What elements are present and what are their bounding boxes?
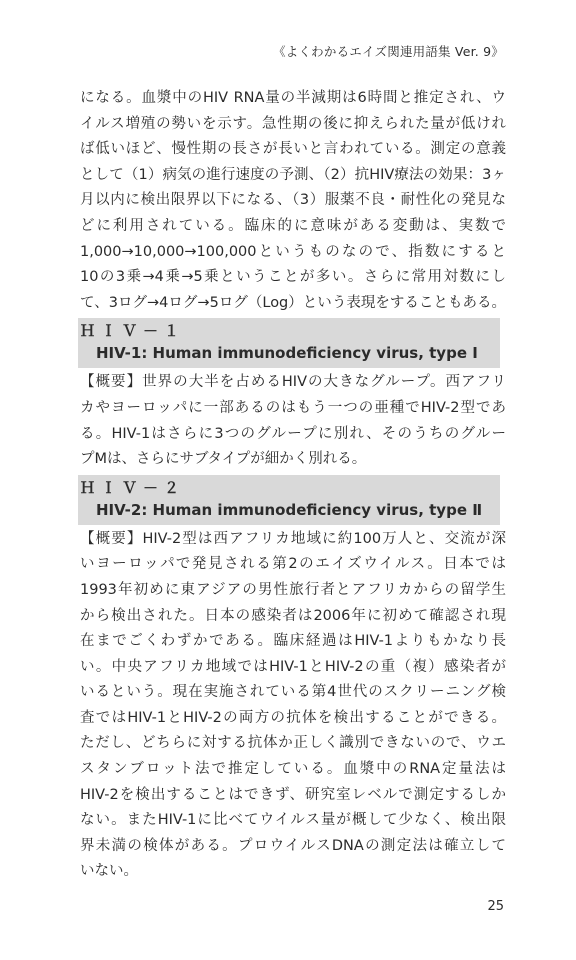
text-line: る。HIV-1はさらに3つのグループに別れ、そのうちのグルー xyxy=(80,425,506,442)
text-line: 査ではHIV-1とHIV-2の両方の抗体を検出することができる。 xyxy=(80,709,506,726)
text-line: いるという。現在実施されている第4世代のスクリーニング検 xyxy=(80,684,506,701)
text-line: HIV-2を検出することはできず、研究室レベルで測定するしか xyxy=(80,786,506,803)
term-title: ＨＩＶ－１ xyxy=(80,322,186,341)
text-line: 在までごくわずかである。臨床経過はHIV-1よりもかなり長 xyxy=(80,633,506,650)
entry-body-hiv-2 xyxy=(80,527,506,885)
text-line: プMは、さらにサブタイプが細かく別れる。 xyxy=(80,451,367,468)
text-line: いヨーロッパで発見される第2のエイズウイルス。日本では xyxy=(80,556,506,573)
entry-body-hiv-1 xyxy=(80,370,506,472)
running-header: 《よくわかるエイズ関連用語集 Ver. 9》 xyxy=(273,44,504,59)
term-heading-hiv-1 xyxy=(78,318,500,368)
term-full-name: HIV-2: Human immunodeficiency virus, type Ⅱ xyxy=(96,500,483,519)
text-line: 10の3乗→4乗→5乗ということが多い。さらに常用対数にし xyxy=(80,269,506,286)
text-line: スタンブロット法で推定している。血漿中のRNA定量法は xyxy=(80,761,506,778)
text-line: 月以内に検出限界以下になる、（3）服薬不良・耐性化の発見な xyxy=(80,192,506,209)
text-line: どに利用されている。臨床的に意味がある変動は、実数で xyxy=(80,217,506,234)
text-line: 1993年初めに東アジアの男性旅行者とアフリカからの留学生 xyxy=(80,581,506,598)
text-line: ない。またHIV-1に比べてウイルス量が概して少なく、検出限 xyxy=(80,812,506,829)
text-line: ただし、どちらに対する抗体か正しく識別できないので、ウエ xyxy=(80,735,506,752)
term-full-name: HIV-1: Human immunodeficiency virus, type I xyxy=(96,344,478,363)
text-line: から検出された。日本の感染者は2006年に初めて確認され現 xyxy=(80,607,506,624)
text-line: 【概要】世界の大半を占めるHIVの大きなグループ。西アフリ xyxy=(80,374,506,391)
glossary-content xyxy=(80,86,506,885)
text-line: カやヨーロッパに一部あるのはもう一つの亜種でHIV-2型であ xyxy=(80,399,506,416)
page-number: 25 xyxy=(487,899,504,914)
text-line: イルス増殖の勢いを示す。急性期の後に抑えられた量が低けれ xyxy=(80,115,506,132)
text-line: い。中央アフリカ地域ではHIV-1とHIV-2の重（複）感染者が xyxy=(80,658,506,675)
text-line: いない。 xyxy=(80,863,138,880)
term-title: ＨＩＶ－２ xyxy=(80,478,186,497)
intro-paragraph xyxy=(80,86,506,316)
text-line: として（1）病気の進行速度の予測、（2）抗HIV療法の効果：3ヶ xyxy=(80,166,506,183)
text-line: 界未満の検体がある。プロウイルスDNAの測定法は確立して xyxy=(80,837,506,854)
term-heading-hiv-2 xyxy=(78,475,500,525)
text-line: になる。血漿中のHIV RNA量の半減期は6時間と推定され、ウ xyxy=(80,90,506,106)
text-line: て、3ログ→4ログ→5ログ（Log）という表現をすることもある。 xyxy=(80,294,506,311)
text-line: 1,000→10,000→100,000というものなので、指数にすると xyxy=(80,243,506,260)
text-line: ば低いほど、慢性期の長さが長いと言われている。測定の意義 xyxy=(80,141,506,158)
text-line: 【概要】HIV-2型は西アフリカ地域に約100万人と、交流が深 xyxy=(80,530,506,547)
